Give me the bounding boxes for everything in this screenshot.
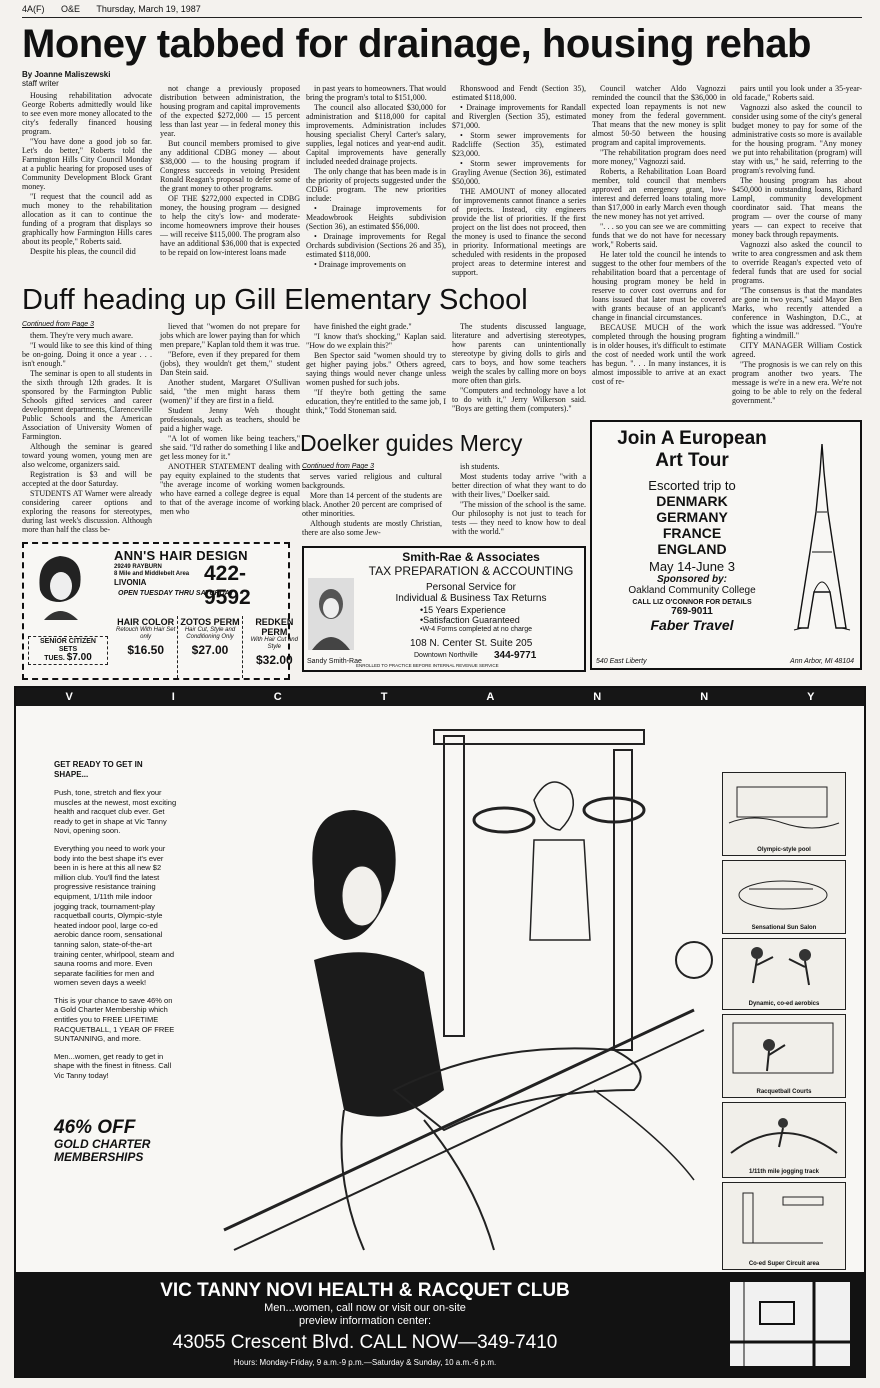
feature-aerobics: Dynamic, co-ed aerobics <box>722 938 846 1010</box>
page-folio <box>22 4 862 18</box>
tax-service-ad: Sandy Smith-Rae Smith-Rae & Associates TAX PREPARATION & ACCOUNTING Personal Service for Individual & Business Tax Returns •15 Years Experience •Satisfaction Guaranteed •W-4 Forms completed at no charge 108 N. Center St. Suite 205 Downtown Northville 344-9771 ENROLLED TO PRACTICE BEFORE INTERNAL REVENUE SERVICE <box>302 546 586 672</box>
eiffel-tower-icon <box>790 442 854 632</box>
feature-sun-salon: Sensational Sun Salon <box>722 860 846 934</box>
story2-headline: Duff heading up Gill Elementary School <box>22 284 528 316</box>
hair-salon-phone: 422-9592 <box>204 562 251 609</box>
story1-column-3: in past years to homeowners. That would bring the program's total to $151,000. The council also allocated $30,000 for administration and $118,000 for capital improvements. Administration includes housing specialist Cheryl Carter's salary, supplies, legal notices and year-end audit. Capital improvements have generally included needed drainage projects. The only change that has been made is in the priority of projects suggested under the CDBG program. The new priorities include: • Drainage improvements for Meadowbrook Heights subdivision (Section 36), an estimated $56,000. • Drainage improvements for Regal Orchards subdivision (Sections 26 and 35), estimated $118,000. • Drainage improvements on <box>306 84 446 269</box>
story1-column-2: not change a previously proposed distribution between administration, the housing program and capital improvements of the expected $272,000 — 15 percent less than last year — in federal money this year. But council members promised to give any additional CDBG money — about $38,000 — to the housing program if Congress succeeds in vetoing President Ronald Reagan's proposal to defer some of the grant money to other programs. OF THE $272,000 expected in CDBG money, the housing program — designed to help the city's low- and moderate-income homeowners improve their houses — will receive $115,000. The program also have an additional $36,000 that is expected to be repaid on low-interest loans made <box>160 84 300 257</box>
tax-firm-name: Smith-Rae & Associates <box>402 550 540 564</box>
vic-tanny-kicker: GET READY TO GET IN SHAPE... <box>54 760 143 779</box>
story2-column-2: lieved that "women do not prepare for jobs which are lower paying than for which men prepare," Kaplan told them it was true. "Before, even if they prepared for them (jobs), they wouldn't get them," student Dan Stein said. Another student, Margaret O'Sullivan said, "the men might harass them (women)" if they are first in a field. Student Jenny Weh thought professionals, such as teachers, should be paid a higher wage. "A lot of women like being teachers," she said. "I'd rather do something I like and get less money for it." ANOTHER STATEMENT dealing with pay equity explained to the students that "the average income of working women who have earned a college degree is equal to that of the average income of working men who <box>160 322 300 516</box>
hair-design-ad: ANN'S HAIR DESIGN 29249 RAYBURN 8 Mile and Middlebelt Area LIVONIA 422-9592 OPEN TUESDAY THRU SATURDAY HAIR COLOR Retouch With Hair Set only $16.50 ZOTOS PERM Hair Cut, Style and Conditioning Only $27.00 REDKEN PERM With Hair Cut and Style $32.00 SENIOR CITIZEN SETS TUES. $7.00 <box>22 542 290 680</box>
art-tour-title: Join A European Art Tour <box>617 428 767 471</box>
art-tour-countries: DENMARK GERMANY FRANCE ENGLAND <box>656 493 728 557</box>
folio-date: Thursday, March 19, 1987 <box>96 4 201 14</box>
hair-service: ZOTOS PERM Hair Cut, Style and Conditioning Only $27.00 <box>177 616 241 678</box>
hair-service: REDKEN PERM With Hair Cut and Style $32.00 <box>242 616 306 678</box>
story1-column-6: pairs until you look under a 35-year-old facade," Roberts said. Vagnozzi also asked the council to consider using some of the city's general budget money to pay for some of the administrative costs so more is available for the housing program. "Any money we put into rehabilitation (program) will stay with us," he said, referring to the program's revolving fund. The housing program has about $450,000 in outstanding loans, Richard Lampl, community development coordinator said. That means the program — over the course of many years — can expect to receive that money back through repayments. Vagnozzi also asked the council to write to area congressmen and ask them to override Reagan's expected veto of federal funds that are used for social programs. "The consensus is that the mandates are gone in two years," said Mayor Ben Marks, who recently attended a conference in Washington, D.C., at which the issue was addressed. "You're fighting a windmill." CITY MANAGER William Costick agreed. "The prognosis is we can rely on this program another two years. The message is we're in a new era. We're not going to be able to rely on the federal government." <box>732 84 862 405</box>
membership-offer: 46% OFF GOLD CHARTER MEMBERSHIPS <box>54 1117 151 1164</box>
feature-jogging-track: 1/11th mile jogging track <box>722 1102 846 1178</box>
club-address-phone: 43055 Crescent Blvd. CALL NOW—349-7410 <box>172 1332 558 1353</box>
faber-travel-logo: Faber Travel <box>650 617 734 633</box>
vic-tanny-footer: VIC TANNY NOVI HEALTH & RACQUET CLUB Men...women, call now or visit our on-site preview information center: 43055 Crescent Blvd. CALL NOW—349-7410 Hours: Monday-Friday, 9 a.m.-9 p.m.—Saturday & Sunday, 10 a.m.-6 p.m. <box>16 1272 864 1376</box>
story1-column-1 <box>22 70 152 291</box>
vic-tanny-ad <box>14 686 866 1378</box>
vic-tanny-letter-band: V I C T A N N Y <box>16 688 864 706</box>
story1-column-4: Rhonswood and Fendt (Section 35), estimated $118,000. • Drainage improvements for Randall and Riverglen (Section 35), estimated $71,000. • Storm sewer improvements for Radcliffe (Section 35), estimated $23,000. • Storm sewer improvements for Grayling Avenue (Section 36), estimated $50,000. THE AMOUNT of money allocated for improvements cannot finance a series of projects. Instead, city engineers provide the list of priorities. If the first project on the list does not proceed, then the money is used to finance the second in priority. Informational meetings are scheduled with residents in the proposed project areas to determine interest and support. <box>452 84 586 277</box>
club-name: VIC TANNY NOVI HEALTH & RACQUET CLUB <box>160 1280 570 1301</box>
folio-page: 4A(F) <box>22 4 45 14</box>
sandy-smith-rae-photo <box>308 578 354 650</box>
story2-column-1: Continued from Page 3 them. They're very much aware. "I would like to see this kind of thing be on-going. Doing it once a year . . . isn't enough." The seminar is open to all students in the sixth through 12th grades. It is sponsored by the Farmington Public Schools gifted services and career development departments, Clarenceville Public Schools and the American Association of University Women of Farmington. Although the seminar is geared toward young women, young men are also welcome, organizers said. Registration is $3 and will be accepted at the door Saturday. STUDENTS AT Warner were already considering career options and exploring the reasons for stereotypes, during last week's discussion. Although more than half the class be- <box>22 321 152 534</box>
story2-col1-text: them. They're very much aware. "I would like to see this kind of thing be on-going. Doing it once a year . . . isn't enough." The seminar is open to all students in the sixth through 12th grades. It is sponsored by the Farmington Public Schools gifted services and career development departments, Clarenceville Public Schools and the American Association of University Women of Farmington. Although the seminar is geared toward young women, young men are also welcome, organizers said. Registration is $3 and will be accepted at the door Saturday. STUDENTS AT Warner were already considering career options and exploring the reasons for stereotypes, during last week's discussion. Although more than half the class be- <box>22 331 152 534</box>
art-tour-ad: Join A European Art Tour Escorted trip to DENMARK GERMANY FRANCE ENGLAND May 14-June 3 Sponsored by: Oakland Community College CALL LIZ O'CONNOR FOR DETAILS 769-9011 Faber Travel 540 East Liberty Ann Arbor, MI 48104 <box>590 420 862 670</box>
story3-column-2: ish students. Most students today arrive "with a better direction of what they want to do with their lives," Doelker said. "The mission of the school is the same. Our philosophy is not just to teach for tests — they need to know how to deal with the world." <box>452 462 586 536</box>
hair-model-illustration <box>30 550 90 620</box>
story2-column-3: have finished the eight grade." "I know that's shocking," Kaplan said. "How do we explain this?" Ben Spector said "women should try to get higher paying jobs." Others agreed, saying things would never change unless women pushed for such jobs. "If they're both getting the same education, they're entitled to the same job, I think," Todd Stoneman said. <box>306 322 446 415</box>
hair-salon-name: ANN'S HAIR DESIGN <box>114 548 248 563</box>
story1-column-5: Council watcher Aldo Vagnozzi reminded the council that the $36,000 in expected loan repayments is not new money from the federal government. That means that the new money is split almost 50-50 between the housing program and capital improvements. "The rehabilitation program does need more money," Vagnozzi said. Roberts, a Rehabilitation Loan Board member, told council that members approved an emergency grant, low-interest and deferred loans totaling more than $17,000 in early March even though the new money has not yet arrived. ". . . so you can see we are committing funds that we do not have for necessary work," Roberts said. He later told the council he intends to suggest to the other four members of the rehabilitation board that a percentage of housing program money be held in reserve to cover cost overruns and for loans issued that later must be covered with grants because of an applicant's change in financial circumstances. BECAUSE MUCH of the work completed through the housing program is in older houses, it's difficult to estimate the cost of needed work until the work has begun. ". . . In many instances, it is almost impossible to arrive at an exact cost of re- <box>592 84 726 386</box>
story1-col1-text: Housing rehabilitation advocate George Roberts admittedly would like to see even more money allocated to the city's federally financed housing program. "You have done a good job so far. Let's do better," Roberts told the Farmington Hills City Council Monday at a public hearing for proposed uses of Community Development Block Grant money. "I request that the council add as much money to the rehabilitation allocation as it can to continue the funding of a program that displays so graphically how Farmington Hills cares about its people," Roberts said. Despite his pleas, the council did <box>22 91 152 256</box>
vic-tanny-copy: Push, tone, stretch and flex your muscles at the newest, most exciting health and racquet club ever. Get ready to get in shape at Vic Tanny Novi, opening soon. Everything you need to work your body into the best shape it's ever been in is here at this all new $2 million club. You'll find the latest progressive resistance training equipment, 1/11th mile indoor jogging track, tournament-play racquetball courts, Olympic-style heated indoor pool, large co-ed aerobic dance room, sensational tanning salon, state-of-the-art training center, whirlpool, steam and sauna rooms and more. Even separate facilities for men and women seven days a week! This is your chance to save 46% on a Gold Charter Membership which entitles you to FREE LIFETIME RACQUETBALL, 1 YEAR OF FREE SUNTANNING, and more. Men...women, get ready to get in shape with the finest in fitness. Call Vic Tanny today! <box>54 788 177 1081</box>
story3-column-1: Continued from Page 3 serves varied religious and cultural backgrounds. More than 14 percent of the students are black. Another 20 percent are comprised of other minorities. Although students are mostly Christian, there are also some Jew- <box>302 463 442 537</box>
feature-super-circuit: Co-ed Super Circuit area <box>722 1182 846 1270</box>
feature-racquetball: Racquetball Courts <box>722 1014 846 1098</box>
fitness-model-illustration <box>194 710 714 1270</box>
story2-column-4: The students discussed language, literature and advertising stereotypes, how parents can unintentionally stereotype by giving dolls to girls and cars to boys, and how some teachers weigh the scales by calling more on boys more often than girls. "Computers and technology have a lot to do with it," Jerry Wilkerson said. "Boys are getting them (computers)." <box>452 322 586 413</box>
hair-price-table <box>114 616 306 678</box>
feature-pool: Olympic-style pool <box>722 772 846 856</box>
club-location-map <box>730 1282 850 1366</box>
story1-headline: Money tabbed for drainage, housing rehab <box>22 22 811 66</box>
story1-byline: By Joanne Maliszewski staff writer <box>22 70 111 88</box>
hair-service: HAIR COLOR Retouch With Hair Set only $16.50 <box>116 617 176 657</box>
folio-paper: O&E <box>61 4 81 14</box>
story3-headline: Doelker guides Mercy <box>300 430 523 456</box>
senior-discount: SENIOR CITIZEN SETS TUES. $7.00 <box>28 636 108 665</box>
